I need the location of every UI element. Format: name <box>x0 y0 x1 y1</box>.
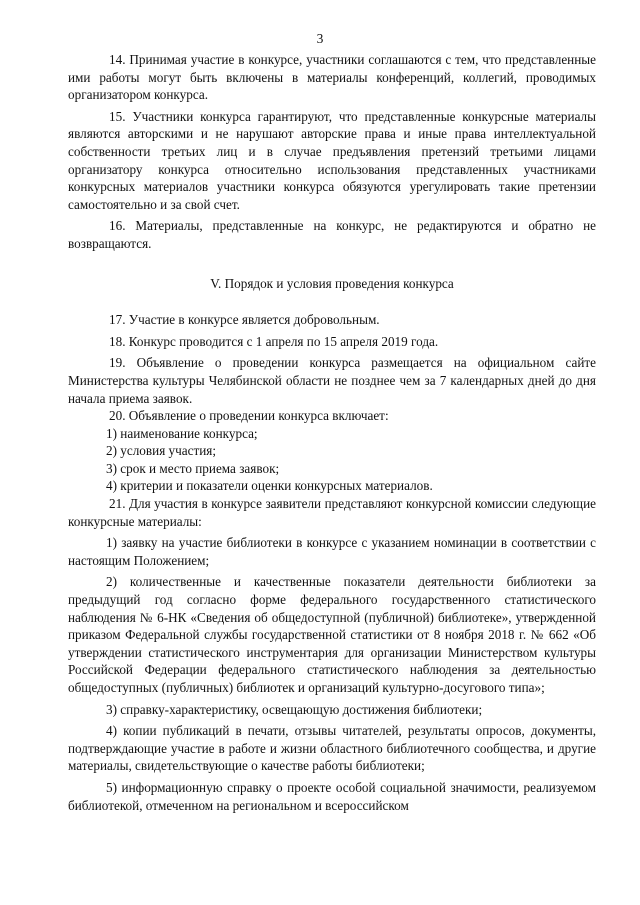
paragraph-20-item-2: 2) условия участия; <box>106 443 217 459</box>
section-heading: V. Порядок и условия проведения конкурса <box>210 275 454 291</box>
paragraph-21-item-1: 1) заявку на участие библиотеки в конкурсе с указанием номинации в соответствии с настоящим Положением; <box>68 535 596 568</box>
paragraph-19: 19. Объявление о проведении конкурса размещается на официальном сайте Министерства культуры Челябинской области не позднее чем за 7 календарных дней до дня начала приема заявок. <box>68 355 596 406</box>
paragraph-17: 17. Участие в конкурсе является добровольным. <box>109 312 380 328</box>
page-number: 3 <box>316 31 324 46</box>
paragraph-16: 16. Материалы, представленные на конкурс, не редактируются и обратно не возвращаются. <box>68 218 596 251</box>
paragraph-18: 18. Конкурс проводится с 1 апреля по 15 апреля 2019 года. <box>109 333 439 349</box>
paragraph-21-item-4: 4) копии публикаций в печати, отзывы читателей, результаты опросов, документы, подтверждающие участие в работе и жизни областного библиотечного сообщества, и другие материалы, свидетельствующие о качестве работы библиотеки; <box>68 723 596 774</box>
paragraph-21-item-5: 5) информационную справку о проекте особой социальной значимости, реализуемом библиотекой, отмеченном на региональном и всероссийском <box>68 779 596 813</box>
paragraph-20-item-3: 3) срок и место приема заявок; <box>106 460 280 476</box>
paragraph-21-item-3: 3) справку-характеристику, освещающую достижения библиотеки; <box>106 701 483 717</box>
paragraph-15: 15. Участники конкурса гарантируют, что представленные конкурсные материалы являются авторскими и не нарушают авторские права и иные права интеллектуальной собственности третьих лиц и в случае предъявления претензий третьими лицами организатору конкурса относительно использования представленных участниками конкурсных материалов участники конкурса обязуются урегулировать такие претензии самостоятельно и за свой счет. <box>68 108 596 212</box>
paragraph-20-item-1: 1) наименование конкурса; <box>106 425 258 441</box>
paragraph-14: 14. Принимая участие в конкурсе, участники соглашаются с тем, что представленные ими работы могут быть включены в материалы конференций, коллегий, проводимых организатором конкурса. <box>68 52 596 103</box>
paragraph-20-item-4: 4) критерии и показатели оценки конкурсных материалов. <box>106 478 433 494</box>
paragraph-21-item-2: 2) количественные и качественные показатели деятельности библиотеки за предыдущий год согласно форме федерального государственного статистического наблюдения № 6-НК «Сведения об общедоступной (публичной) библиотеке», утвержденной приказом Федеральной службы государственной статистики от 8 ноября 2018 г. № 662 «Об утверждении статистического инструментария для организации Министерством культуры Российской Федерации федерального статистического наблюдения за деятельностью общедоступных (публичных) библиотек и организаций культурно-досугового типа»; <box>68 574 596 695</box>
document-body <box>68 51 596 814</box>
paragraph-20: 20. Объявление о проведении конкурса включает: <box>109 408 389 424</box>
paragraph-21: 21. Для участия в конкурсе заявители представляют конкурсной комиссии следующие конкурсные материалы: <box>68 496 596 529</box>
